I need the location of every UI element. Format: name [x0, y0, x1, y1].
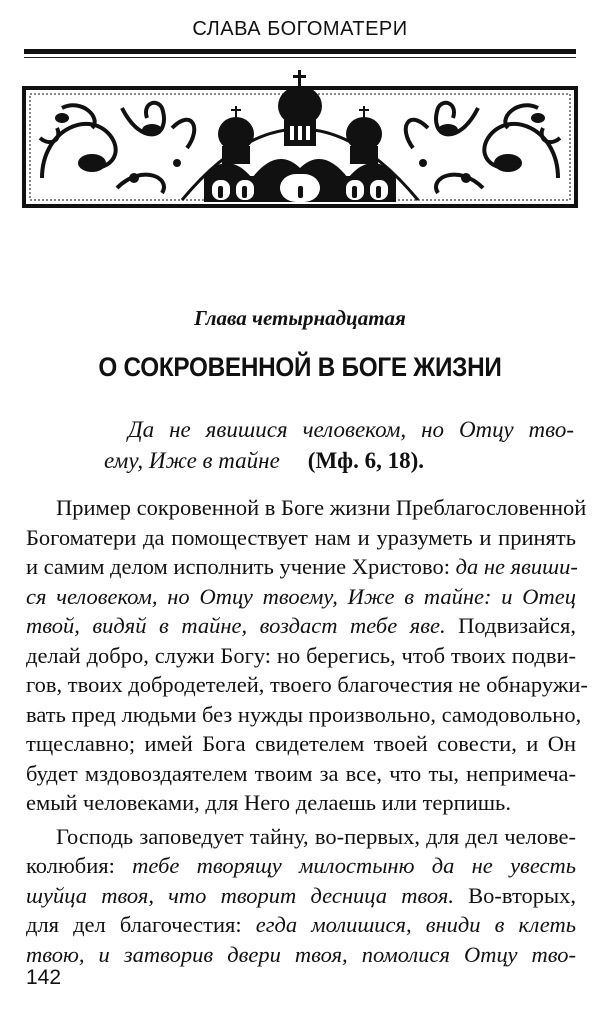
- text-run: емый человеками, для Него делаешь или терпишь.: [26, 790, 511, 815]
- text-line: [26, 582, 576, 612]
- text-line: [26, 940, 576, 970]
- body-text: [26, 493, 588, 969]
- italic-quote: да не явиши-: [455, 554, 578, 579]
- text-line: [26, 670, 588, 700]
- text-run: Во-вторых,: [453, 882, 577, 908]
- text-run: гов, твоих добродетелей, твоего благочестия не обнаружи-: [26, 672, 588, 697]
- italic-quote: шуйца твоя, что творит десница твоя.: [26, 882, 454, 908]
- text-line: [26, 910, 576, 940]
- epigraph: [104, 414, 574, 476]
- text-run: Подвизайся,: [445, 613, 576, 638]
- text-line: [26, 788, 576, 818]
- header-rule-thin: [24, 57, 576, 58]
- church-ornament-headpiece-icon: [22, 68, 578, 208]
- text-run: и самим делом исполнить учение Христово:: [26, 554, 456, 579]
- text-line: [26, 552, 576, 582]
- italic-quote: тебе творящу милостыню да не увесть: [132, 853, 576, 878]
- text-run: Пример сокровенной в Боге жизни Преблагословенной: [56, 495, 587, 520]
- text-run: Богоматери да помоществует нам и уразуметь и принять: [26, 524, 576, 550]
- text-run: будет мздовоздаятелем твоим за все, что ты, непримеча-: [26, 760, 576, 786]
- italic-quote: твою, и затворив двери твоя, помолися Отцу тво-: [26, 941, 576, 967]
- text-run: делай добро, служи Богу: но берегись, чтоб твоих подви-: [26, 642, 576, 668]
- text-line: [26, 523, 576, 553]
- text-line: [26, 700, 582, 730]
- text-run: для дел благочестия:: [26, 912, 256, 937]
- text-run: тщеславно; имей Бога свидетелем твоей совести, и Он: [26, 731, 576, 756]
- italic-quote: ся человеком, но Отцу твоему, Иже в тайне: и Отец: [26, 583, 576, 609]
- page-number: 142: [26, 966, 62, 989]
- epigraph-line-1: Да не явишися человеком, но Отцу тво-: [128, 417, 574, 442]
- chapter-label: Глава четырнадцатая: [194, 306, 406, 330]
- italic-quote: егда молишися, вниди в клеть: [255, 912, 576, 937]
- text-line: [26, 759, 576, 789]
- running-head: СЛАВА БОГОМАТЕРИ: [192, 18, 408, 40]
- text-run: Господь заповедует тайну, во-первых, для дел челове-: [56, 823, 576, 849]
- epigraph-line-2: ему, Иже в тайне: [104, 448, 280, 473]
- text-line: [26, 851, 576, 881]
- text-line: [26, 881, 576, 911]
- text-line: [26, 641, 576, 671]
- header-rule-thick: [24, 49, 576, 54]
- text-line: [26, 611, 576, 641]
- chapter-title: О СОКРОВЕННОЙ В БОГЕ ЖИЗНИ: [98, 352, 502, 382]
- paragraph: [26, 822, 576, 970]
- text-line: [26, 822, 576, 852]
- text-line: [26, 729, 576, 759]
- paragraph: [26, 493, 588, 818]
- text-run: колюбия:: [26, 853, 133, 878]
- italic-quote: твой, видяй в тайне, воздаст тебе яве.: [26, 613, 446, 638]
- text-line: [26, 493, 587, 523]
- text-run: вать пред людьми без нужды произвольно, самодовольно,: [26, 701, 582, 727]
- epigraph-reference: (Мф. 6, 18).: [307, 448, 424, 473]
